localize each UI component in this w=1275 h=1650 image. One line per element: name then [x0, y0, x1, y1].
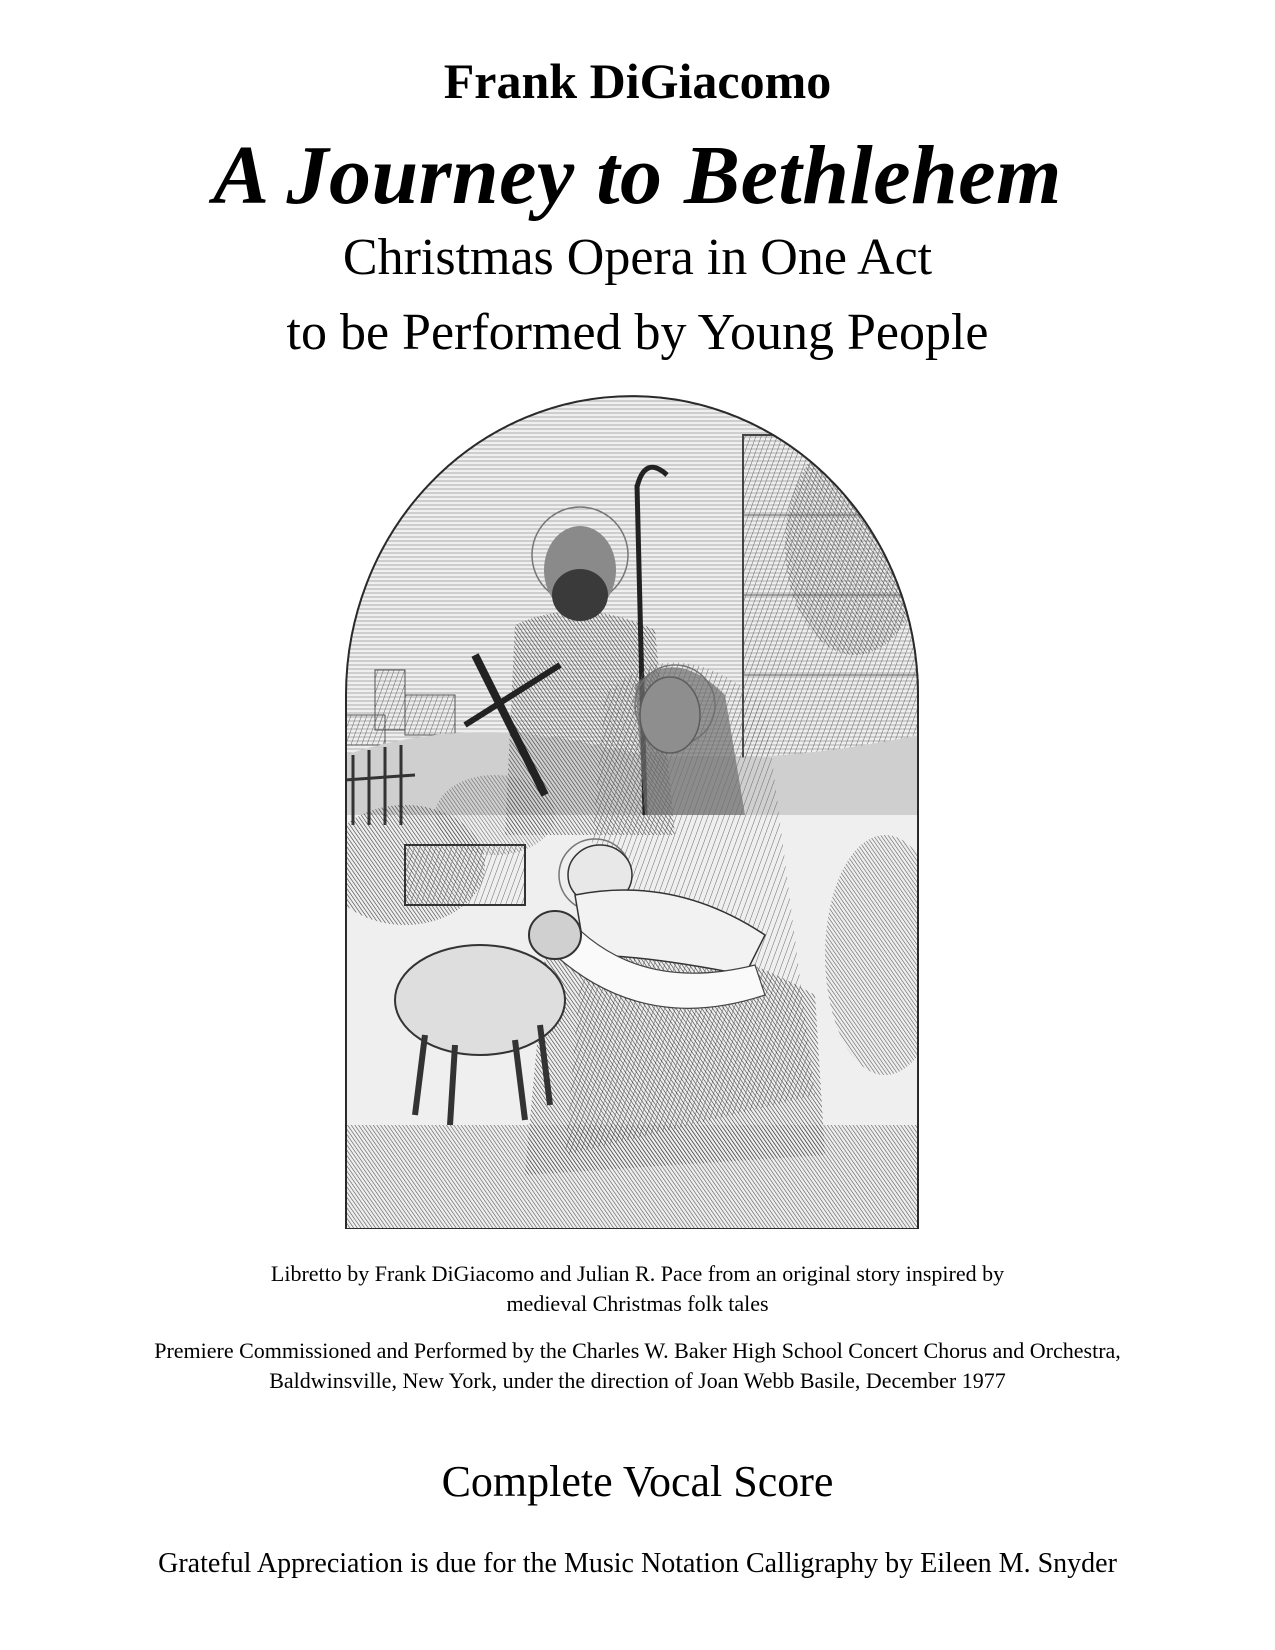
edition-label: Complete Vocal Score: [441, 1457, 834, 1506]
acknowledgement: Grateful Appreciation is due for the Music Notation Calligraphy by Eileen M. Snyder: [158, 1548, 1117, 1579]
libretto-credit-line-2: medieval Christmas folk tales: [506, 1291, 769, 1316]
libretto-credit-line-1: Libretto by Frank DiGiacomo and Julian R. Pace from an original story inspired by: [270, 1261, 1005, 1286]
premiere-credit-line-2: Baldwinsville, New York, under the direction of Joan Webb Basile, December 1977: [269, 1368, 1006, 1393]
nativity-engraving: [345, 395, 919, 1229]
composer-name: Frank DiGiacomo: [443, 53, 832, 109]
subtitle-line-1: Christmas Opera in One Act: [342, 229, 933, 286]
opera-title: A Journey to Bethlehem: [213, 129, 1062, 222]
premiere-credit-line-1: Premiere Commissioned and Performed by the Charles W. Baker High School Concert Chorus and Orchestra,: [154, 1338, 1121, 1363]
subtitle-line-2: to be Performed by Young People: [286, 304, 989, 361]
